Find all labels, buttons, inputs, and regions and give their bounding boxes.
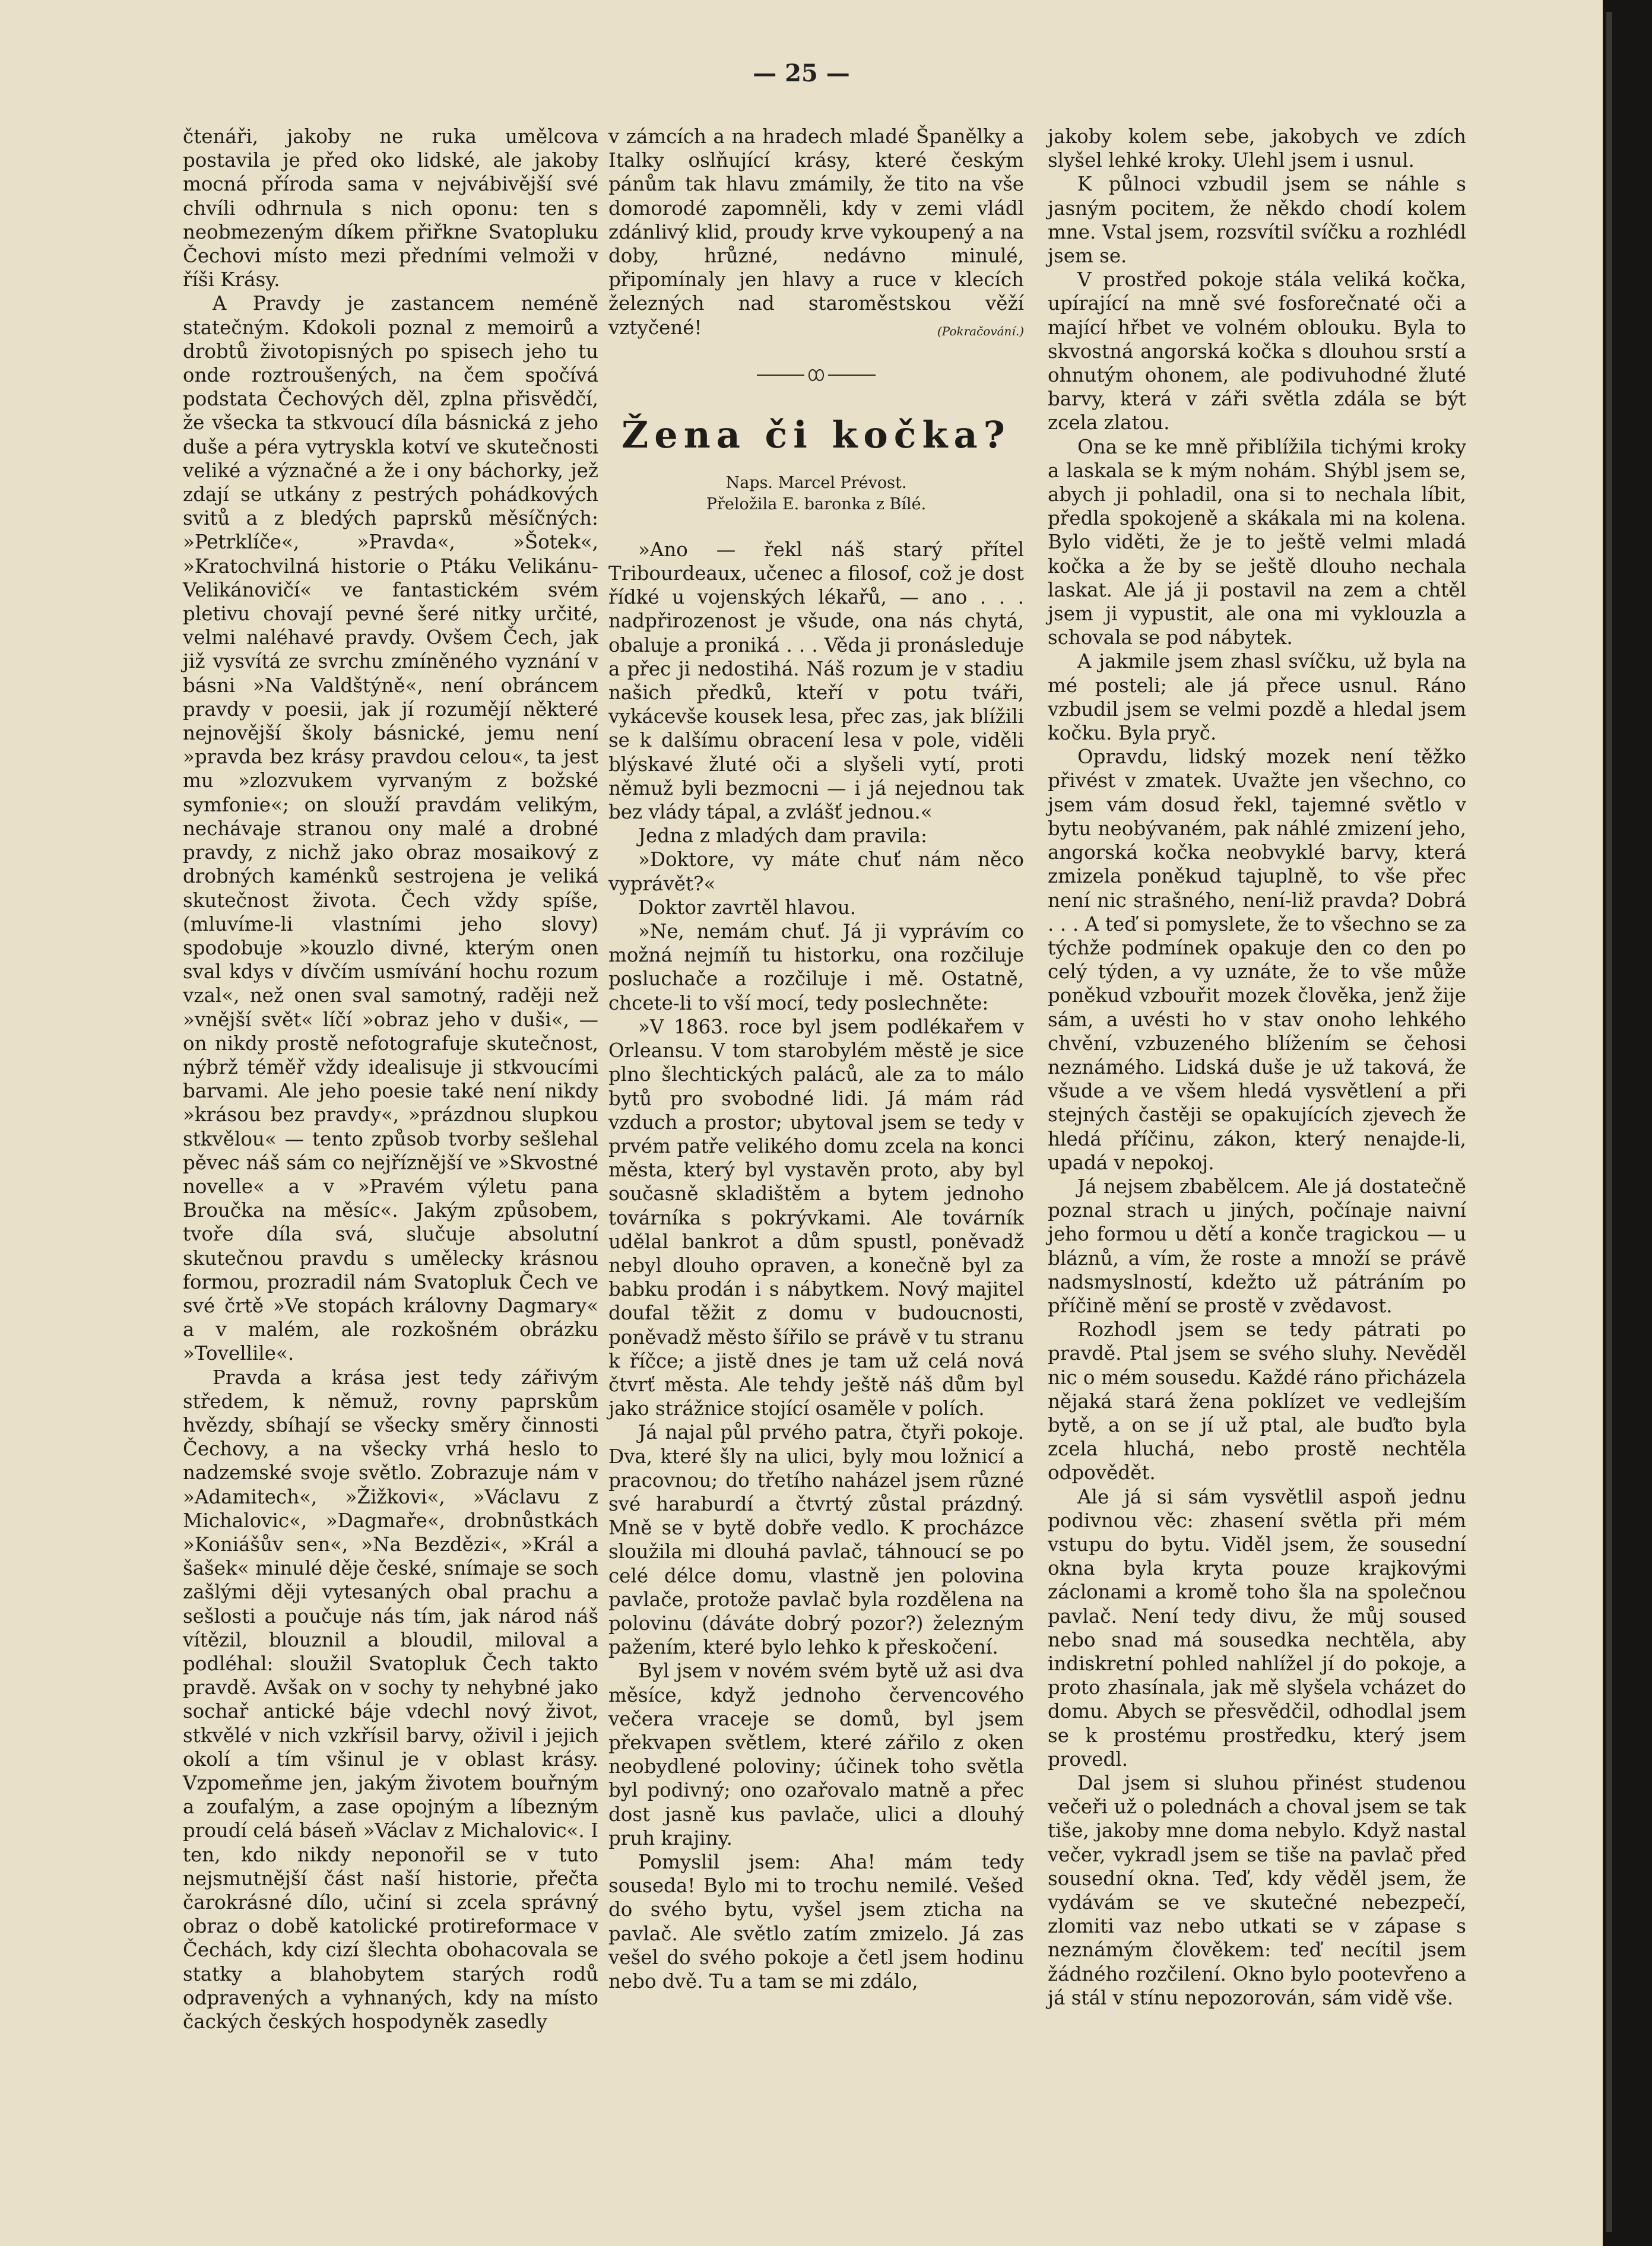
paragraph [608, 125, 1024, 340]
paragraph: »Doktore, vy máte chuť nám něco vyprávět?« [608, 848, 1024, 895]
paragraph: Dal jsem si sluhou přinést studenou večeři už o polednách a choval jsem se tak tiše, jakoby mne doma nebylo. Když nastal večer, vykradl jsem se tiše na pavlač před sousední okna. Teď, kdy věděl jsem, že vydávám se ve skutečné nebezpečí, zlomiti vaz nebo utkati se v zápase s neznámým člověkem: teď necítil jsem žádného rozčilení. Okno bylo pootevřeno a já stál v stínu nepozorován, sám vidě vše. [1048, 1772, 1466, 2009]
paragraph: Já nejsem zbabělcem. Ale já dostatečně poznal strach u jiných, počínaje naivní jeho formou u dětí a konče tragickou — u bláznů, a vím, že roste a množí se právě nadsmyslností, kdežto už pátráním po příčině mění se prostě v zvědavost. [1048, 1175, 1466, 1317]
paragraph: Opravdu, lidský mozek není těžko přivést v zmatek. Uvažte jen všechno, co jsem vám dosud řekl, tajemné světlo v bytu neobývaném, pak náhlé zmizení jeho, angorská kočka neobvyklé barvy, která zmizela poněkud tajuplně, to vše přec není nic strašného, není-liž pravda? Dobrá . . . A teď si pomyslete, že to všechno se za týchže podmínek opakuje den co den po celý týden, a vy uznáte, že to vše může poněkud vzbouřit mozek člověka, jenž žije sám, a uvésti ho v stav onoho lehkého chvění, vzbuzeného blížením se čehosi neznámého. Lidská duše je už taková, že všude a ve všem hledá vysvětlení a při stejných častěji se opakujících zjevech že hledá příčinu, zákon, který nenajde-li, upadá v nepokoj. [1048, 746, 1466, 1174]
story-title: Žena či kočka? [622, 413, 1011, 456]
paragraph: Ale já si sám vysvětlil aspoň jednu podivnou věc: zhasení světla při mém vstupu do bytu. Viděl jsem, že sousední okna byla kryta pouze krajkovými záclonami a kromě toho šla na společnou pavlač. Není tedy divu, že můj soused nebo snad má sousedka nechtěla, aby indiskretní pohled nahlížel jí do pokoje, a proto zhasínala, jak mě slyšela vcházet do domu. Abych se přesvědčil, odhodlal jsem se k prostému prostředku, který jsem provedl. [1048, 1485, 1466, 1771]
paragraph: »V 1863. roce byl jsem podlékařem v Orleansu. V tom starobylém městě je sice plno šlechtických paláců, ale za to málo bytů pro svobodné lidi. Já mám rád vzduch a prostor; ubytoval jsem se tedy v prvém patře velikého domu zcela na konci města, který byl vystavěn proto, aby byl současně skladištěm a bytem jednoho továrníka s pokrývkami. Ale továrník udělal bankrot a dům spustl, poněvadž nebyl dlouho opraven, a konečně byl za babku prodán i s nábytkem. Nový majitel doufal těžit z domu v budoucnosti, poněvadž město šířilo se právě v tu stranu k říčce; a jistě dnes je tam už celá nová čtvrť města. Ale tehdy ještě náš dům byl jako strážnice stojící osaměle v polích. [608, 1015, 1024, 1420]
paragraph: Pomyslil jsem: Aha! mám tedy souseda! Bylo mi to trochu nemilé. Vešed do svého bytu, vyšel jsem zticha na pavlač. Ale světlo zatím zmizelo. Já zas vešel do svého pokoje a četl jsem hodinu nebo dvě. Tu a tam se mi zdálo, [608, 1851, 1024, 1993]
paragraph-text: v zámcích a na hradech mladé Španělky a Italky oslňující krásy, které českým pánům tak hlavu zmámily, že tito na vše domorodé zapomněli, kdy v zemi vládl zdánlivý klid, proudy krve vykoupený a na doby, hrůzné, nedávno minulé, připomínaly jen hlavy a ruce v klecích železných nad staroměstskou věží vztyčené! [608, 125, 1024, 339]
column-right [1048, 125, 1466, 2010]
scan-edge [1606, 12, 1612, 2232]
paragraph: Pravda a krása jest tedy zářivým středem, k němuž, rovny paprskům hvězdy, sbíhají se všecky směry činnosti Čechovy, a na všecky vrhá heslo to nadzemské svoje světlo. Zobrazuje nám v »Adamitech«, »Žižkovi«, »Václavu z Michalovic«, »Dagmaře«, drobnůstkách »Koniášův sen«, »Na Bezdězi«, »Král a šašek« minulé děje české, snímaje se soch zašlými ději vytesaných obal prachu a sešlosti a poučuje nás tím, jak národ náš vítězil, blouznil a bloudil, miloval a podléhal: sloužil Svatopluk Čech takto pravdě. Avšak on v sochy ty nehybné jako sochař antické báje vdechl nový život, stkvělé v nich vzkřísil barvy, oživil i jejich okolí a tím všinul je v oblast krásy. Vzpomeňme jen, jakým životem bouřným a zoufalým, a zase opojným a líbezným proudí celá báseň »Václav z Michalovic«. I ten, kdo nikdy neponořil se v tuto nejsmutnější část naší historie, přečta čarokrásné dílo, učiní si zcela správný obraz o době katolické protireformace v Čechách, kdy cizí šlechta obohacovala se statky a blahobytem starých rodů odpravených a vyhnaných, kdy na místo čackých českých hospodyněk zasedly [183, 1366, 598, 2034]
paragraph: jakoby kolem sebe, jakobych ve zdích slyšel lehké kroky. Ulehl jsem i usnul. [1048, 125, 1466, 172]
paragraph: Rozhodl jsem se tedy pátrati po pravdě. Ptal jsem se svého sluhy. Nevěděl nic o mém sousedu. Každé ráno přicházela nějaká stará žena poklízet ve vedlejším bytě, a on se jí už ptal, ale buďto byla zcela hluchá, nebo prostě nechtěla odpovědět. [1048, 1318, 1466, 1484]
page-number: — 25 — [753, 59, 850, 87]
paragraph: V prostřed pokoje stála veliká kočka, upírající na mně své fosforečnaté oči a mající hřbet ve volném oblouku. Byla to skvostná angorská kočka s dlouhou srstí a ohnutým ohonem, ale podivuhodné žluté barvy, která v záři světla zdála se být zcela zlatou. [1048, 268, 1466, 434]
ornament-icon [757, 363, 876, 387]
column-middle [608, 125, 1024, 1993]
paragraph: Doktor zavrtěl hlavou. [638, 896, 857, 919]
paragraph: K půlnoci vzbudil jsem se náhle s jasným pocitem, že někdo chodí kolem mne. Vstal jsem, rozsvítil svíčku a rozhlédl jsem se. [1048, 173, 1466, 268]
paragraph: Ona se ke mně přiblížila tichými kroky a laskala se k mým nohám. Shýbl jsem se, abych ji pohladil, ona si to nechala líbit, předla spokojeně a skákala mi na kolena. Bylo viděti, že je to ještě velmi mladá kočka a že by se ještě dlouho nechala laskat. Ale já ji postavil na zem a chtěl jsem ji vypustit, ale ona mi vyklouzla a schovala se pod nábytek. [1048, 435, 1466, 649]
paragraph: »Ano — řekl náš starý přítel Tribourdeaux, učenec a filosof, což je dost řídké u vojenských lékařů, — ano . . . nadpřirozenost je všude, ona nás chytá, obaluje a proniká . . . Věda ji pronásleduje a přec ji nedostihá. Náš rozum je v stadiu našich předků, kteří v potu tváři, vykácevše kousek lesa, přec zas, jak blížili se k dalšímu obracení lesa v pole, viděli blýskavé žluté oči a slyšeli vytí, proti němuž byli bezmocni — i já nejednou tak bez vlády tápal, a zvlášť jednou.« [608, 538, 1024, 824]
continued-note: (Pokračování.) [937, 323, 1024, 338]
paragraph: A Pravdy je zastancem neméně statečným. Kdokoli poznal z memoirů a drobtů životopisných po spisech jeho tu onde roztroušených, na čem spočívá podstata Čechových děl, zplna přisvědčí, že všecka ta stkvoucí díla básnická z jeho duše a péra vytryskla kotví ve skutečnosti veliké a význačné a že i ony báchorky, jež zdají se utkány z pestrých pohádkových svitů a z bledých paprsků měsíčných: »Petrklíče«, »Pravda«, »Šotek«, »Kratochvilná historie o Ptáku Velikánu-Velikánovičí« ve fantastickém svém pletivu chovají pevné šeré nitky určité, velmi naléhavé pravdy. Ovšem Čech, jak již vysvítá ze svrchu zmíněného vyznání v básni »Na Valdštýně«, není obráncem pravdy v poesii, jak jí rozumějí některé nejnovější školy básnické, jemu není »pravda bez krásy pravdou celou«, ta jest mu »zlozvukem vyrvaným z božské symfonie«; on slouží pravdám velikým, nechávaje stranou ony malé a drobné pravdy, z nichž jako obraz mosaikový z drobných kaménků sestrojena je veliká skutečnost života. Čech vždy spíše, (mluvíme-li vlastními jeho slovy) spodobuje »kouzlo divné, kterým onen sval kdys v dívčím usmívání hochu rozum vzal«, než onen sval samotný, raději než »vnější svět« líčí »obraz jeho v duši«, — on nikdy prostě nefotografuje skutečnost, nýbrž téměř vždy idealisuje ji stkvoucími barvami. Ale jeho poesie také není nikdy »krásou bez pravdy«, »prázdnou slupkou stkvělou« — tento způsob tvorby sešlehal pěvec náš sám co nejříznější ve »Skvostné novelle« a v »Pravém výletu pana Broučka na měsíc«. Jakým způsobem, tvoře díla svá, slučuje absolutní skutečnou pravdu s umělecky krásnou formou, prozradil nám Svatopluk Čech ve své črtě »Ve stopách královny Dagmary« a v malém, ale rozkošném obrázku »Tovellile«. [183, 292, 598, 1365]
translator-line: Přeložila E. baronka z Bílé. [706, 494, 927, 513]
paragraph: A jakmile jsem zhasl svíčku, už byla na mé posteli; ale já přece usnul. Ráno vzbudil jsem se velmi pozdě a hledal jsem kočku. Byla pryč. [1048, 650, 1466, 745]
paragraph: čtenáři, jakoby ne ruka umělcova postavila je před oko lidské, ale jakoby mocná příroda sama v nejvábivější své chvíli odhrnula s nich oponu: ten s neobmezeným díkem přiřkne Svatopluku Čechovi místo mezi předními velmoži v říši Krásy. [183, 125, 598, 291]
paragraph: »Ne, nemám chuť. Já ji vyprávím co možná nejmíň tu historku, ona rozčiluje posluchače a rozčiluje i mě. Ostatně, chcete-li to vší mocí, tedy poslechněte: [608, 920, 1024, 1014]
author-line: Naps. Marcel Prévost. [725, 473, 907, 492]
ornament-divider [608, 363, 1024, 387]
paragraph: Byl jsem v novém svém bytě už asi dva měsíce, když jednoho červencového večera vraceje se domů, byl jsem překvapen světlem, které zářilo z oken neobydlené poloviny; účinek toho světla byl podivný; ono ozařovalo matně a přec dost jasně kus pavlače, ulici a dlouhý pruh krajiny. [608, 1660, 1024, 1850]
scan-border [1603, 0, 1652, 2246]
paragraph: Já najal půl prvého patra, čtyři pokoje. Dva, které šly na ulici, byly mou ložnicí a pracovnou; do třetího naházel jsem různé své haraburdí a čtvrtý zůstal prázdný. Mně se v bytě dobře vedlo. K procházce sloužila mi dlouhá pavlač, táhnoucí se po celé délce domu, vlastně jen polovina pavlače, protože pavlač byla rozdělena na polovinu (dáváte dobrý pozor?) železným pažením, které bylo lehko k přeskočení. [608, 1421, 1024, 1659]
column-left [183, 125, 598, 2034]
paragraph: Jedna z mladých dam pravila: [638, 824, 927, 848]
